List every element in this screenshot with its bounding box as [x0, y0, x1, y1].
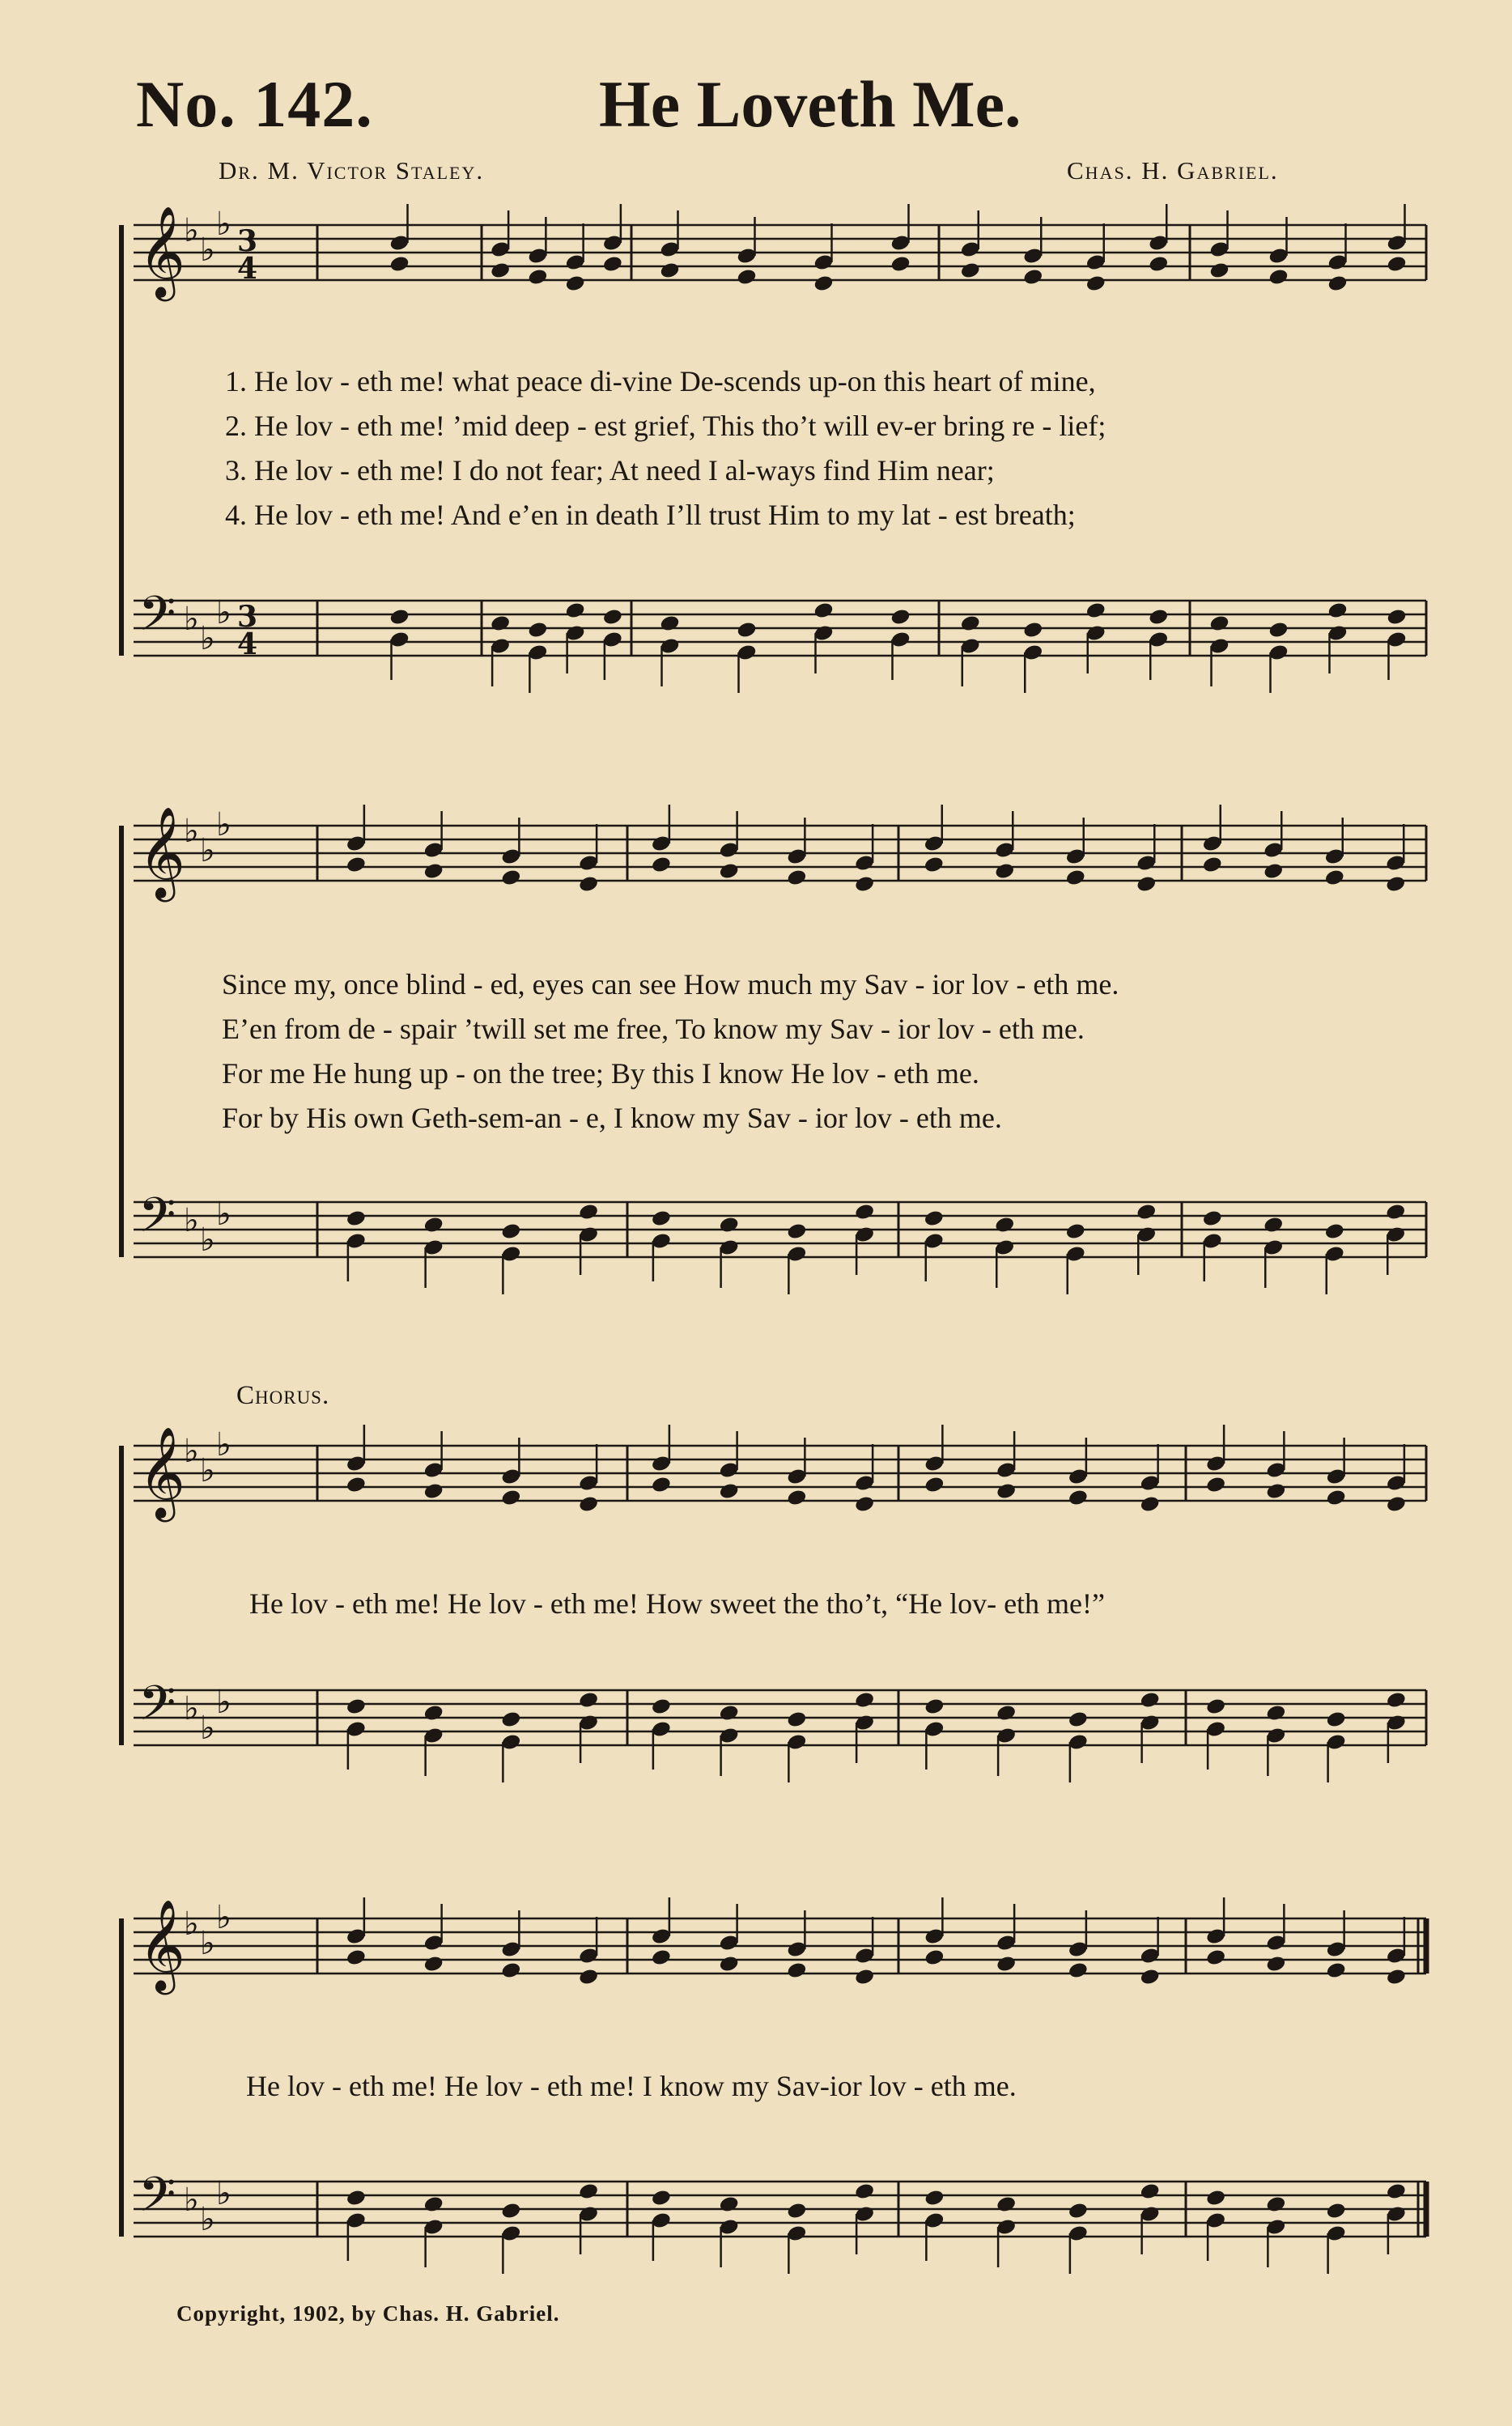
note-head — [527, 621, 548, 639]
note-head — [423, 1216, 444, 1234]
note-head — [1065, 869, 1086, 887]
note-head — [1202, 856, 1223, 874]
flat-icon: ♭ — [184, 1906, 199, 1943]
note-head — [1085, 601, 1106, 620]
time-signature-denominator: 4 — [237, 252, 258, 286]
treble-clef-icon: 𝄞 — [138, 206, 185, 298]
note-head — [1268, 621, 1289, 639]
note-head — [1208, 614, 1230, 633]
note-head — [578, 2182, 599, 2201]
note-head — [1386, 1495, 1407, 1514]
note-head — [960, 261, 981, 280]
chorus-label: Chorus. — [236, 1381, 330, 1410]
note-head — [500, 1961, 521, 1980]
note-head — [1205, 2189, 1226, 2207]
time-signature-denominator: 4 — [237, 627, 258, 661]
note-head — [1268, 268, 1289, 287]
flat-icon: ♭ — [200, 1452, 215, 1489]
note-head — [423, 2195, 444, 2214]
note-head — [1202, 1209, 1223, 1228]
note-head — [813, 601, 834, 620]
bass-clef-icon: 𝄢 — [138, 585, 176, 653]
note-head — [1326, 1710, 1347, 1729]
note-head — [389, 608, 410, 627]
note-head — [719, 1482, 740, 1501]
note-head — [490, 614, 511, 633]
note-head — [719, 862, 740, 881]
note-head — [500, 1489, 521, 1507]
note-head — [1022, 268, 1043, 287]
treble-clef-icon: 𝄞 — [138, 1899, 185, 1991]
note-head — [786, 1710, 807, 1729]
verse-3-line-2: For me He hung up - on the tree; By this I know He lov - eth me. — [222, 1057, 979, 1090]
note-head — [1326, 1489, 1347, 1507]
note-head — [602, 608, 623, 627]
note-head — [565, 274, 586, 293]
composer-credit: Chas. H. Gabriel. — [1067, 156, 1279, 185]
flat-icon: ♭ — [200, 1710, 215, 1747]
note-head — [659, 614, 680, 633]
note-head — [1326, 2202, 1347, 2220]
note-head — [736, 621, 757, 639]
note-head — [1148, 255, 1169, 274]
note-head — [423, 862, 444, 881]
note-head — [854, 1968, 875, 1986]
note-head — [1140, 1968, 1161, 1986]
bass-clef-icon: 𝄢 — [138, 1675, 176, 1743]
note-head — [651, 856, 672, 874]
flat-icon: ♭ — [216, 206, 231, 243]
note-head — [996, 1704, 1017, 1723]
note-head — [1205, 1697, 1226, 1716]
hymn-title: He Loveth Me. — [599, 67, 1021, 141]
note-head — [1263, 862, 1284, 881]
note-head — [960, 614, 981, 633]
flat-icon: ♭ — [184, 2182, 199, 2219]
note-head — [736, 268, 757, 287]
note-head — [786, 1489, 807, 1507]
note-head — [786, 869, 807, 887]
flat-icon: ♭ — [216, 2175, 231, 2212]
note-head — [813, 274, 834, 293]
verse-2-line-2: E’en from de - spair ’twill set me free, To know my Sav - ior lov - eth me. — [222, 1013, 1085, 1045]
flat-icon: ♭ — [200, 2201, 215, 2238]
flat-icon: ♭ — [216, 1426, 231, 1464]
flat-icon: ♭ — [184, 813, 199, 850]
note-head — [1386, 1968, 1407, 1986]
note-head — [1136, 1203, 1157, 1221]
flat-icon: ♭ — [216, 1196, 231, 1233]
note-head — [651, 1209, 672, 1228]
verse-4-line-1: 4. He lov - eth me! And e’en in death I’ll trust Him to my lat - est breath; — [225, 499, 1076, 531]
note-head — [1326, 1961, 1347, 1980]
note-head — [1324, 1222, 1345, 1241]
verse-1-line-1: 1. He lov - eth me! what peace di-vine De-scends up-on this heart of mine, — [225, 365, 1096, 397]
note-head — [924, 1209, 945, 1228]
note-head — [1205, 1476, 1226, 1494]
bass-clef-icon: 𝄢 — [138, 2166, 176, 2234]
note-head — [890, 608, 911, 627]
note-head — [924, 2189, 945, 2207]
note-head — [578, 1968, 599, 1986]
note-head — [1265, 2195, 1286, 2214]
note-head — [490, 261, 511, 280]
note-head — [1068, 1710, 1089, 1729]
note-head — [1265, 1955, 1286, 1974]
flat-icon: ♭ — [184, 212, 199, 249]
copyright-notice: Copyright, 1902, by Chas. H. Gabriel. — [176, 2301, 560, 2326]
note-head — [1065, 1222, 1086, 1241]
note-head — [1327, 601, 1348, 620]
flat-icon: ♭ — [184, 601, 199, 638]
note-head — [719, 2195, 740, 2214]
note-head — [854, 1203, 875, 1221]
note-head — [786, 1961, 807, 1980]
note-head — [1386, 1691, 1407, 1710]
note-head — [719, 1216, 740, 1234]
verse-2-line-1: 2. He lov - eth me! ’mid deep - est grief, This tho’t will ev-er bring re - lief; — [225, 410, 1106, 442]
flat-icon: ♭ — [184, 1202, 199, 1239]
note-head — [1386, 2182, 1407, 2201]
note-head — [854, 875, 875, 894]
note-head — [1265, 1482, 1286, 1501]
flat-icon: ♭ — [200, 620, 215, 657]
note-head — [890, 255, 911, 274]
flat-icon: ♭ — [200, 232, 215, 269]
note-head — [924, 1476, 945, 1494]
note-head — [719, 1704, 740, 1723]
flat-icon: ♭ — [200, 1925, 215, 1962]
flat-icon: ♭ — [216, 1899, 231, 1936]
note-head — [1327, 274, 1348, 293]
note-head — [346, 2189, 367, 2207]
note-head — [1085, 274, 1106, 293]
note-head — [1205, 1948, 1226, 1967]
note-head — [854, 1495, 875, 1514]
note-head — [854, 1691, 875, 1710]
note-head — [994, 862, 1015, 881]
note-head — [924, 1697, 945, 1716]
note-head — [578, 1691, 599, 1710]
note-head — [565, 601, 586, 620]
note-head — [1022, 621, 1043, 639]
note-head — [527, 268, 548, 287]
note-head — [346, 1948, 367, 1967]
lyricist-credit: Dr. M. Victor Staley. — [219, 156, 485, 185]
note-head — [1386, 255, 1407, 274]
note-head — [924, 1948, 945, 1967]
note-head — [1324, 869, 1345, 887]
note-head — [651, 1476, 672, 1494]
note-head — [1208, 261, 1230, 280]
note-head — [1068, 2202, 1089, 2220]
flat-icon: ♭ — [200, 1221, 215, 1259]
note-head — [1148, 608, 1169, 627]
flat-icon: ♭ — [184, 1433, 199, 1470]
note-head — [854, 2182, 875, 2201]
note-head — [651, 2189, 672, 2207]
chorus-line-1: He lov - eth me! He lov - eth me! How sweet the tho’t, “He lov- eth me!” — [249, 1587, 1105, 1620]
note-head — [1136, 875, 1157, 894]
note-head — [1385, 875, 1406, 894]
flat-icon: ♭ — [200, 832, 215, 869]
note-head — [389, 255, 410, 274]
note-head — [996, 1955, 1017, 1974]
note-head — [423, 1955, 444, 1974]
note-head — [578, 1203, 599, 1221]
note-head — [602, 255, 623, 274]
note-head — [996, 1482, 1017, 1501]
note-head — [346, 1209, 367, 1228]
note-head — [651, 1697, 672, 1716]
note-head — [994, 1216, 1015, 1234]
note-head — [1140, 1495, 1161, 1514]
time-signature-numerator: 3 — [237, 224, 258, 258]
verse-1-line-2: Since my, once blind - ed, eyes can see How much my Sav - ior lov - eth me. — [222, 968, 1119, 1001]
note-head — [786, 2202, 807, 2220]
flat-icon: ♭ — [216, 1684, 231, 1721]
time-signature-numerator: 3 — [237, 600, 258, 634]
note-head — [423, 1704, 444, 1723]
treble-clef-icon: 𝄞 — [138, 1426, 185, 1519]
treble-clef-icon: 𝄞 — [138, 806, 185, 899]
note-head — [1386, 608, 1407, 627]
flat-icon: ♭ — [216, 806, 231, 843]
flat-icon: ♭ — [216, 594, 231, 631]
note-head — [1140, 1691, 1161, 1710]
note-head — [786, 1222, 807, 1241]
note-head — [346, 1476, 367, 1494]
note-head — [346, 856, 367, 874]
note-head — [996, 2195, 1017, 2214]
note-head — [500, 2202, 521, 2220]
note-head — [719, 1955, 740, 1974]
note-head — [1140, 2182, 1161, 2201]
chorus-line-2: He lov - eth me! He lov - eth me! I know my Sav-ior lov - eth me. — [246, 2070, 1017, 2102]
note-head — [500, 1710, 521, 1729]
note-head — [578, 875, 599, 894]
verse-4-line-2: For by His own Geth-sem-an - e, I know my Sav - ior lov - eth me. — [222, 1102, 1002, 1134]
note-head — [924, 856, 945, 874]
bass-clef-icon: 𝄢 — [138, 1187, 176, 1255]
note-head — [1068, 1489, 1089, 1507]
note-head — [500, 869, 521, 887]
note-head — [346, 1697, 367, 1716]
flat-icon: ♭ — [184, 1690, 199, 1727]
note-head — [1385, 1203, 1406, 1221]
note-head — [423, 1482, 444, 1501]
note-head — [500, 1222, 521, 1241]
note-head — [1265, 1704, 1286, 1723]
verse-3-line-1: 3. He lov - eth me! I do not fear; At need I al-ways find Him near; — [225, 454, 995, 486]
note-head — [1263, 1216, 1284, 1234]
note-head — [1068, 1961, 1089, 1980]
note-head — [651, 1948, 672, 1967]
hymn-number: No. 142. — [136, 67, 373, 141]
note-head — [659, 261, 680, 280]
note-head — [578, 1495, 599, 1514]
